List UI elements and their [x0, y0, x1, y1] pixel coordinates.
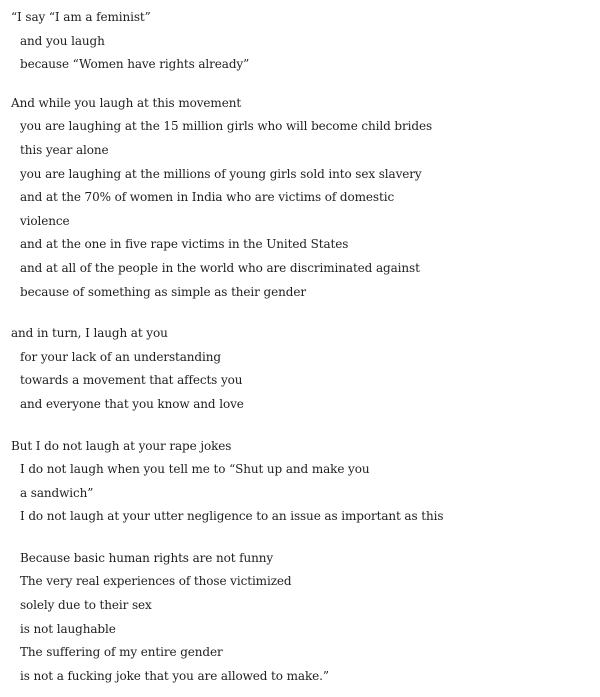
stanza-3: [11, 322, 600, 416]
poem-line: And while you laugh at this movement: [11, 95, 242, 110]
stanza-1: [11, 6, 600, 77]
poem-line: this year alone: [20, 142, 109, 157]
poem-line: But I do not laugh at your rape jokes: [11, 438, 232, 453]
poem-line: and in turn, I laugh at you: [11, 326, 168, 341]
poem-line: violence: [20, 213, 70, 228]
poem-line: The suffering of my entire gender: [20, 645, 223, 660]
poem-line: Because basic human rights are not funny: [20, 550, 274, 565]
poem-line: solely due to their sex: [20, 598, 152, 613]
poem-line: and you laugh: [20, 33, 105, 48]
poem-line: I do not laugh when you tell me to “Shut up and make you: [20, 462, 370, 477]
poem-line: because “Women have rights already”: [20, 57, 250, 72]
poem-line: because of something as simple as their gender: [20, 284, 306, 299]
poem-line: and at the one in five rape victims in the United States: [20, 237, 349, 252]
poem-line: I do not laugh at your utter negligence to an issue as important as this: [20, 509, 444, 524]
stanza-4: [11, 435, 600, 529]
stanza-5: [11, 547, 600, 689]
poem-line: you are laughing at the millions of young girls sold into sex slavery: [20, 166, 422, 181]
poem-line: and at all of the people in the world who are discriminated against: [20, 260, 420, 275]
poem-line: “I say “I am a feminist”: [11, 10, 151, 24]
poem-line: for your lack of an understanding: [20, 349, 221, 364]
poem-line: and at the 70% of women in India who are victims of domestic: [20, 190, 395, 205]
poem-line: and everyone that you know and love: [20, 396, 244, 411]
poem-line: The very real experiences of those victimized: [20, 574, 292, 589]
stanza-2: [11, 92, 600, 304]
poem-line: a sandwich”: [20, 485, 94, 500]
poem-line: you are laughing at the 15 million girls who will become child brides: [20, 119, 433, 134]
poem-line: towards a movement that affects you: [20, 373, 243, 388]
poem-line: is not a fucking joke that you are allowed to make.”: [20, 668, 329, 683]
poem-line: is not laughable: [20, 621, 116, 636]
